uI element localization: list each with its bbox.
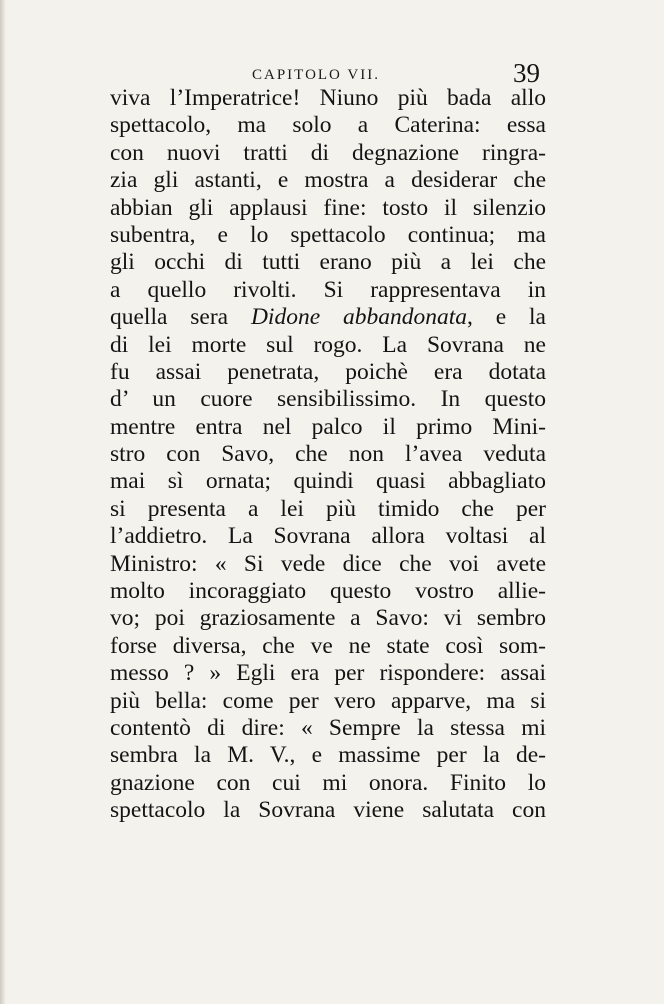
text-line: spettacolo la Sovrana viene salutata con: [110, 797, 546, 824]
text-line: mentre entra nel palco il primo Mini-: [110, 413, 546, 440]
text-line: molto incoraggiato questo vostro allie-: [110, 578, 546, 605]
text-line-with-title: [110, 304, 546, 331]
text-line: Ministro: « Si vede dice che voi avete: [110, 550, 546, 577]
text-line: subentra, e lo spettacolo continua; ma: [110, 221, 546, 248]
body-text: [110, 85, 546, 825]
line-suffix: , e la: [467, 304, 546, 331]
text-line: messo ? » Egli era per rispondere: assai: [110, 660, 546, 687]
text-line: l’addietro. La Sovrana allora voltasi al: [110, 523, 546, 550]
page-edge-shadow: [0, 0, 6, 1004]
text-line: stro con Savo, che non l’avea veduta: [110, 441, 546, 468]
running-title: CAPITOLO VII.: [252, 67, 380, 83]
text-line: più bella: come per vero apparve, ma si: [110, 687, 546, 714]
text-line: viva l’Imperatrice! Niuno più bada allo: [110, 85, 546, 111]
text-line: zia gli astanti, e mostra a desiderar che: [110, 167, 546, 194]
text-line: mai sì ornata; quindi quasi abbagliato: [110, 468, 546, 495]
opera-title: Didone abbandonata: [250, 304, 468, 331]
text-line: con nuovi tratti di degnazione ringra-: [110, 139, 546, 166]
text-line: contentò di dire: « Sempre la stessa mi: [110, 714, 546, 741]
text-line: gnazione con cui mi onora. Finito lo: [110, 769, 546, 796]
page-number: 39: [513, 58, 540, 88]
text-line: abbian gli applausi fine: tosto il silenzio: [110, 194, 546, 221]
text-line: di lei morte sul rogo. La Sovrana ne: [110, 331, 546, 358]
text-line: spettacolo, ma solo a Caterina: essa: [110, 112, 546, 139]
text-line: a quello rivolti. Si rappresentava in: [110, 276, 546, 303]
text-line: vo; poi graziosamente a Savo: vi sembro: [110, 605, 546, 632]
text-line: sembra la M. V., e massime per la de-: [110, 742, 546, 769]
line-prefix: quella sera: [110, 304, 251, 331]
text-line: fu assai penetrata, poichè era dotata: [110, 358, 546, 385]
text-line: d’ un cuore sensibilissimo. In questo: [110, 386, 546, 413]
text-line: forse diversa, che ve ne state così som-: [110, 632, 546, 659]
text-line: si presenta a lei più timido che per: [110, 495, 546, 522]
text-line: gli occhi di tutti erano più a lei che: [110, 249, 546, 276]
